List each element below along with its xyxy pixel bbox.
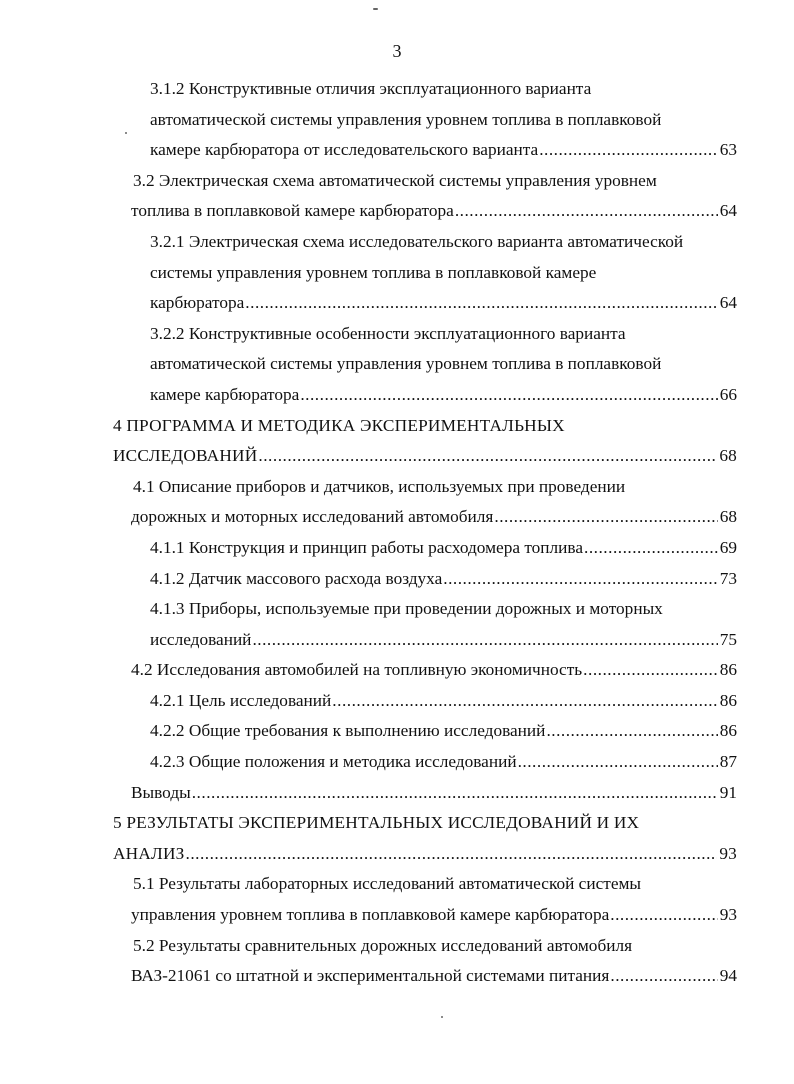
toc-entry-text: 4.2.3 Общие положения и методика исследований — [150, 752, 517, 772]
toc-entry-text: 4.1 Описание приборов и датчиков, используемых при проведении — [133, 476, 626, 496]
scan-speck — [373, 8, 378, 10]
dot-leader — [583, 655, 718, 686]
toc-page-number: 73 — [719, 568, 737, 588]
toc-page-number: 86 — [719, 660, 737, 680]
toc-entry-4-2 — [0, 655, 794, 686]
toc-entry-4-1-3 — [0, 594, 794, 655]
page-number: 3 — [392, 41, 402, 61]
dot-leader — [245, 288, 717, 319]
toc-page-number: 64 — [719, 201, 737, 221]
toc-entry-text: 4.1.3 Приборы, используемые при проведении дорожных и моторных — [150, 599, 663, 619]
toc-page-number: 91 — [719, 782, 737, 802]
dot-leader — [252, 625, 717, 656]
toc-entry-text: 4.2.1 Цель исследований — [150, 690, 332, 710]
toc-page-number: 86 — [719, 690, 737, 710]
toc-entry-5-1 — [0, 869, 794, 930]
toc-entry-text: камере карбюратора от исследовательского варианта — [150, 140, 539, 160]
dot-leader — [186, 839, 718, 870]
toc-entry-text: 3.2.1 Электрическая схема исследовательского варианта автоматической — [150, 231, 684, 251]
toc-entry-3-2 — [0, 166, 794, 227]
table-of-contents — [0, 74, 794, 992]
toc-entry-text: Выводы — [131, 782, 191, 802]
toc-entry-4-2-1 — [0, 686, 794, 717]
dot-leader — [584, 533, 718, 564]
toc-entry-3-1-2 — [0, 74, 794, 166]
toc-entry-5-2 — [0, 931, 794, 992]
toc-entry-text: системы управления уровнем топлива в поплавковой камере — [150, 262, 597, 282]
toc-entry-text: 4.2 Исследования автомобилей на топливную экономичность — [131, 660, 583, 680]
toc-entry-text: 4 ПРОГРАММА И МЕТОДИКА ЭКСПЕРИМЕНТАЛЬНЫХ — [113, 415, 565, 435]
dot-leader — [610, 900, 717, 931]
toc-entry-text: автоматической системы управления уровнем топлива в поплавковой — [150, 109, 662, 129]
toc-entry-text: ВАЗ-21061 со штатной и экспериментальной системами питания — [131, 966, 610, 986]
toc-entry-4-2-2 — [0, 716, 794, 747]
toc-entry-text: камере карбюратора — [150, 384, 300, 404]
dot-leader — [332, 686, 717, 717]
dot-leader — [610, 961, 717, 992]
toc-page-number: 94 — [719, 966, 737, 986]
toc-entry-text: топлива в поплавковой камере карбюратора — [131, 201, 454, 221]
toc-page-number: 63 — [719, 140, 737, 160]
dot-leader — [518, 747, 718, 778]
dot-leader — [443, 564, 717, 595]
toc-entry-text: 5.1 Результаты лабораторных исследований автоматической системы — [133, 874, 642, 894]
dot-leader — [539, 135, 718, 166]
toc-page-number: 68 — [719, 446, 737, 466]
toc-entry-text: АНАЛИЗ — [113, 843, 185, 863]
toc-page-number: 86 — [719, 721, 737, 741]
toc-page-number: 93 — [719, 905, 737, 925]
toc-entry-text: дорожных и моторных исследований автомобиля — [131, 507, 494, 527]
toc-entry-3-2-2 — [0, 319, 794, 411]
toc-entry-text: ИССЛЕДОВАНИЙ — [113, 446, 258, 466]
toc-entry-text: 4.2.2 Общие требования к выполнению исследований — [150, 721, 546, 741]
toc-page-number: 68 — [719, 507, 737, 527]
toc-chapter-4 — [0, 411, 794, 472]
toc-entry-text: 5 РЕЗУЛЬТАТЫ ЭКСПЕРИМЕНТАЛЬНЫХ ИССЛЕДОВАНИЙ И ИХ — [113, 813, 640, 833]
dot-leader — [192, 778, 718, 809]
scan-speck — [441, 1016, 443, 1018]
toc-entry-text: 3.1.2 Конструктивные отличия эксплуатационного варианта — [150, 79, 592, 98]
toc-page-number: 93 — [719, 843, 737, 863]
toc-entry-4-1-1 — [0, 533, 794, 564]
toc-entry-conclusions — [0, 778, 794, 809]
toc-page-number: 87 — [719, 752, 737, 772]
toc-entry-4-1-2 — [0, 564, 794, 595]
toc-entry-text: автоматической системы управления уровнем топлива в поплавковой — [150, 354, 662, 374]
toc-entry-text: карбюратора — [150, 293, 245, 313]
toc-entry-3-2-1 — [0, 227, 794, 319]
toc-page-number: 64 — [719, 293, 737, 313]
dot-leader — [494, 502, 717, 533]
toc-entry-text: 3.2 Электрическая схема автоматической системы управления уровнем — [133, 170, 657, 190]
dot-leader — [300, 380, 717, 411]
dot-leader — [546, 716, 717, 747]
toc-page-number: 69 — [719, 537, 737, 557]
toc-entry-text: управления уровнем топлива в поплавковой камере карбюратора — [131, 905, 610, 925]
toc-page-number: 66 — [719, 384, 737, 404]
toc-entry-4-1 — [0, 472, 794, 533]
toc-entry-text: 3.2.2 Конструктивные особенности эксплуатационного варианта — [150, 323, 626, 343]
toc-entry-text: 4.1.2 Датчик массового расхода воздуха — [150, 568, 443, 588]
toc-entry-text: 5.2 Результаты сравнительных дорожных исследований автомобиля — [133, 935, 633, 955]
toc-page-number: 75 — [719, 629, 737, 649]
toc-entry-text: 4.1.1 Конструкция и принцип работы расходомера топлива — [150, 537, 584, 557]
toc-chapter-5 — [0, 808, 794, 869]
toc-entry-4-2-3 — [0, 747, 794, 778]
dot-leader — [455, 196, 718, 227]
toc-entry-text: исследований — [150, 629, 252, 649]
dot-leader — [258, 441, 717, 472]
